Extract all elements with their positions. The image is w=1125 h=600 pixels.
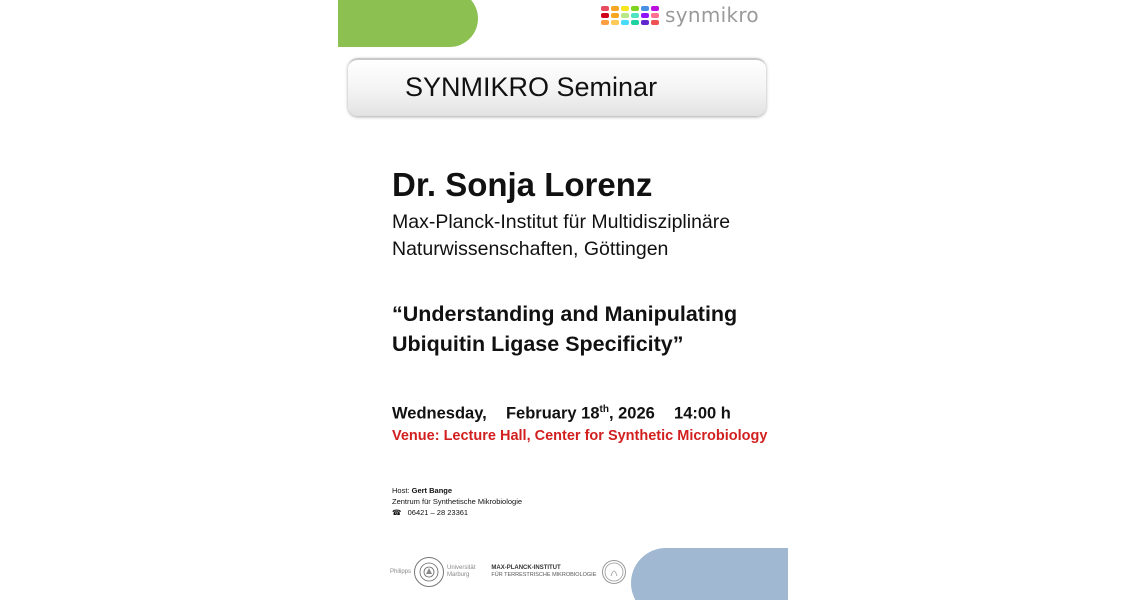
mpi-label: [491, 565, 596, 579]
seminar-poster: [338, 0, 788, 600]
mpi-label-line-2: FÜR TERRESTRISCHE MIKROBIOLOGIE: [491, 572, 597, 578]
logo-color-cell: [611, 20, 619, 25]
institution-logos: [390, 556, 626, 588]
host-label: Host:: [392, 486, 410, 495]
uni-label-right-line-1: Universität: [447, 565, 476, 571]
host-name: Gert Bange: [411, 486, 453, 495]
logo-color-cell: [651, 20, 659, 25]
logo-color-cell: [601, 20, 609, 25]
affiliation-line-1: Max-Planck-Institut für Multidisziplinäre: [392, 211, 731, 233]
logo-color-cell: [651, 6, 659, 11]
talk-title: [392, 299, 737, 359]
host-institution: Zentrum für Synthetische Mikrobiologie: [392, 497, 523, 506]
uni-label-right: [447, 565, 475, 579]
logo-color-cell: [621, 6, 629, 11]
talk-title-line-2: Ubiquitin Ligase Specificity”: [392, 332, 684, 356]
host-phone-line: [392, 507, 522, 518]
event-date-time: [392, 404, 731, 424]
telephone-icon: ☎: [392, 508, 402, 517]
mpi-label-line-1: MAX-PLANCK-INSTITUT: [491, 565, 561, 571]
speaker-name: Dr. Sonja Lorenz: [392, 166, 653, 203]
event-date: February 18: [505, 404, 600, 423]
logo-color-cell: [601, 6, 609, 11]
minerva-seal-icon: [602, 560, 626, 584]
event-time: 14:00 h: [674, 404, 731, 423]
university-seal-icon: [414, 557, 444, 587]
host-info: [392, 485, 522, 518]
logo-color-cell: [621, 20, 629, 25]
event-weekday: Wednesday,: [392, 404, 487, 423]
uni-label-right-line-2: Marburg: [447, 572, 470, 578]
logo-text: synmikro: [665, 3, 759, 27]
event-year: , 2026: [608, 404, 655, 423]
speaker-affiliation: [392, 209, 730, 263]
synmikro-logo: [601, 3, 759, 27]
event-venue: Venue: Lecture Hall, Center for Synthetic Microbiology: [392, 428, 768, 444]
seminar-title: SYNMIKRO Seminar: [405, 72, 658, 102]
logo-color-cell: [641, 20, 649, 25]
logo-color-cell: [631, 6, 639, 11]
logo-color-cell: [631, 13, 639, 18]
logo-color-grid-icon: [601, 6, 659, 25]
blue-accent-tab: [631, 548, 788, 600]
logo-color-cell: [611, 6, 619, 11]
event-date-suffix: th: [599, 404, 609, 415]
seminar-title-banner: [348, 58, 766, 116]
logo-color-cell: [631, 20, 639, 25]
logo-color-cell: [601, 13, 609, 18]
logo-color-cell: [641, 13, 649, 18]
green-accent-tab: [338, 0, 478, 47]
host-line: [392, 485, 522, 496]
logo-color-cell: [651, 13, 659, 18]
logo-color-cell: [641, 6, 649, 11]
uni-label-left: Philipps: [390, 568, 412, 575]
host-phone: 06421 – 28 23361: [407, 508, 469, 517]
logo-color-cell: [611, 13, 619, 18]
logo-color-cell: [621, 13, 629, 18]
affiliation-line-2: Naturwissenschaften, Göttingen: [392, 238, 669, 260]
talk-title-line-1: “Understanding and Manipulating: [392, 302, 738, 326]
